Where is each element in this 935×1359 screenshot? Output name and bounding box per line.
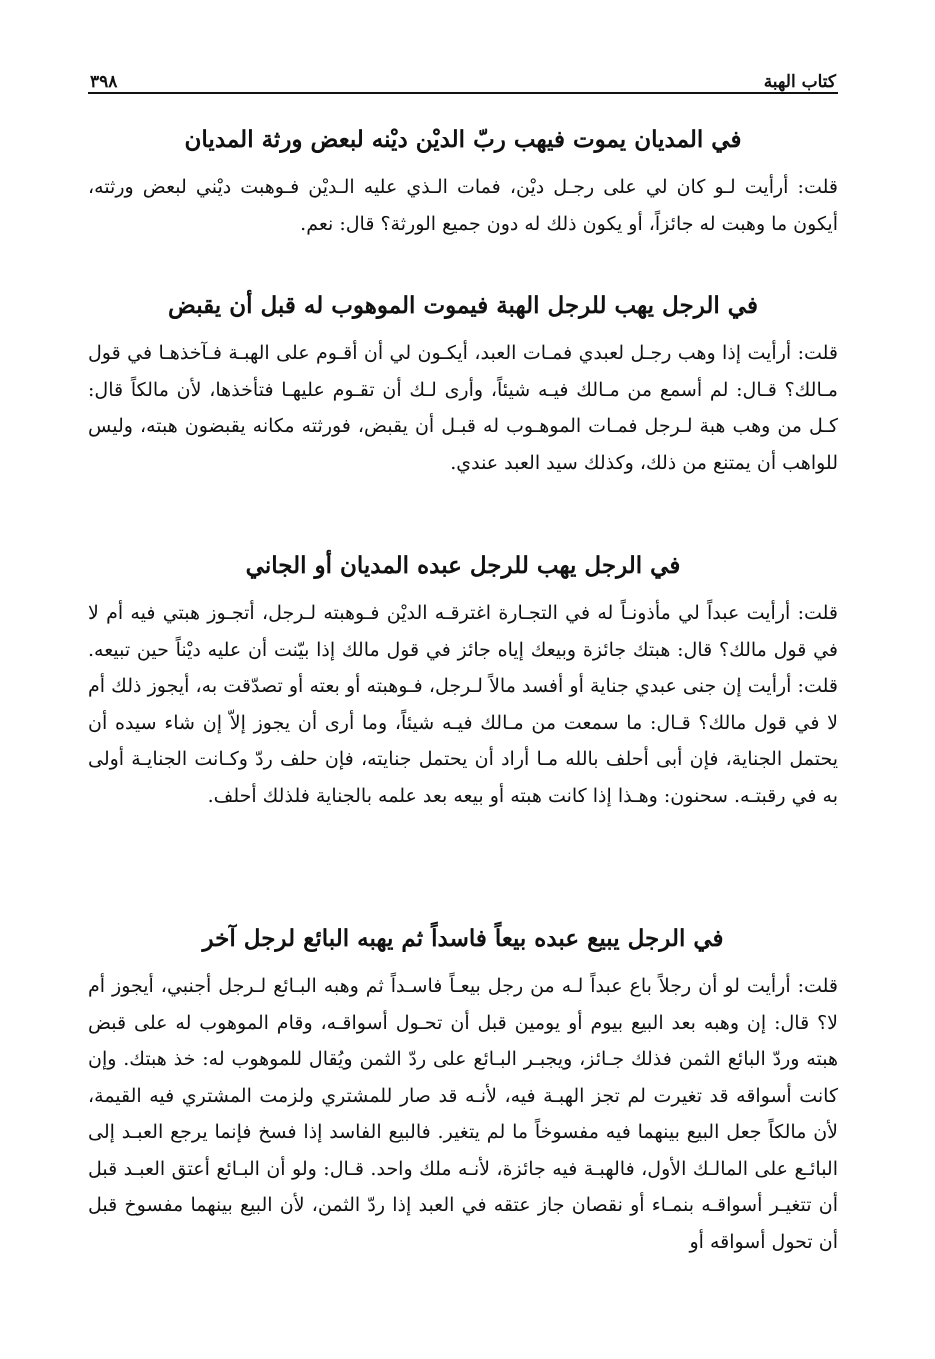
- section-paragraph: قلت: أرأيت إذا وهب رجـل لعبدي فمـات العبد، أيكـون لي أن أقـوم على الهبـة فـآخذهـا في قول مـالك؟ قـال: لم أسمع من مـالك فيـه شيئاً، وأرى لـك أن تقـوم عليهـا فتأخذها، لأن مالكاً قال: كـل من وهب هبة لـرجل فمـات الموهـوب له قبـل أن يقبض، فورثته مكانه يقبضون هبته، وليس للواهب أن يمتنع من ذلك، وكذلك سيد العبد عندي.: [88, 342, 838, 474]
- page-number: ٣٩٨: [90, 72, 118, 92]
- section-paragraph: قلت: أرأيت لـو كان لي على رجـل ديْن، فمات الـذي عليه الـديْن فـوهبت ديْني لبعض ورثته، أيكون ما وهبت له جائزاً، أو يكون ذلك له دون جميع الورثة؟ قال: نعم.: [88, 176, 838, 235]
- section-paragraph: قلت: أرأيت عبداً لي مأذونـاً له في التجـارة اغترقـه الديْن فـوهبته لـرجل، أتجـوز هبتي فيه أم لا في قول مالك؟ قال: هبتك جائزة وبيعك إياه جائز في قول مالك إذا بيّنت أن عليه ديْناً حين تبيعه. قلت: أرأيت إن جنى عبدي جناية أو أفسد مالاً لـرجل، فـوهبته أو بعته أو تصدّقت به، أيجوز ذلك أم لا في قول مالك؟ قـال: ما سمعت من مـالك فيـه شيئاً، وما أرى أن يجوز إلاّ إن شاء سيده أن يحتمل الجناية، فإن أبى أحلف بالله مـا أراد أن يحتمل جنايته، فإن حلف ردّ وكـانت الجنايـة أولى به في رقبتـه. سحنون: وهـذا إذا كانت هبته أو بيعه بعد علمه بالجناية فلذلك أحلف.: [88, 602, 838, 807]
- section-heading: في المديان يموت فيهب ربّ الديْن ديْنه لبعض ورثة المديان: [184, 126, 742, 153]
- section-heading: في الرجل يهب للرجل عبده المديان أو الجاني: [245, 552, 681, 579]
- book-title: كتاب الهبة: [763, 72, 836, 92]
- section-4: [88, 924, 838, 1260]
- section-2: [88, 291, 838, 481]
- section-heading: في الرجل يهب للرجل الهبة فيموت الموهوب له قبل أن يقبض: [168, 292, 758, 319]
- section-heading: في الرجل يبيع عبده بيعاً فاسداً ثم يهبه البائع لرجل آخر: [202, 925, 724, 952]
- section-paragraph: قلت: أرأيت لو أن رجلاً باع عبداً لـه من رجل بيعـاً فاسـداً ثم وهبه البـائع لـرجل أجنبي، أيجوز أم لا؟ قال: إن وهبه بعد البيع بيوم أو يومين قبل أن تحـول أسواقـه، وقام الموهوب له على قبض هبته وردّ البائع الثمن فذلك جـائز، ويجبـر البـائع على ردّ الثمن ويُقال للموهوب له: خذ هبتك. وإن كانت أسواقه قد تغيرت لم تجز الهبـة فيه، لأنـه قد صار للمشتري ولزمت المشتري فيه القيمة، لأن مالكاً جعل البيع بينهما فيه مفسوخاً ما لم يتغير. فالبيع الفاسد إذا فسخ فإنما يرجع العبـد إلى البائـع على المالـك الأول، فالهبـة فيه جائزة، لأنـه ملك واحد. قـال: ولو أن البـائع أعتق العبـد قبل أن تتغيـر أسواقـه بنمـاء أو نقصان جاز عتقه في العبد إذا ردّ الثمن، لأن البيع بينهما مفسوخ قبل أن تحول أسواقه أو: [88, 975, 838, 1253]
- running-header: [88, 58, 838, 94]
- section-3: [88, 551, 838, 814]
- document-page: [88, 58, 838, 94]
- section-1: [88, 125, 838, 242]
